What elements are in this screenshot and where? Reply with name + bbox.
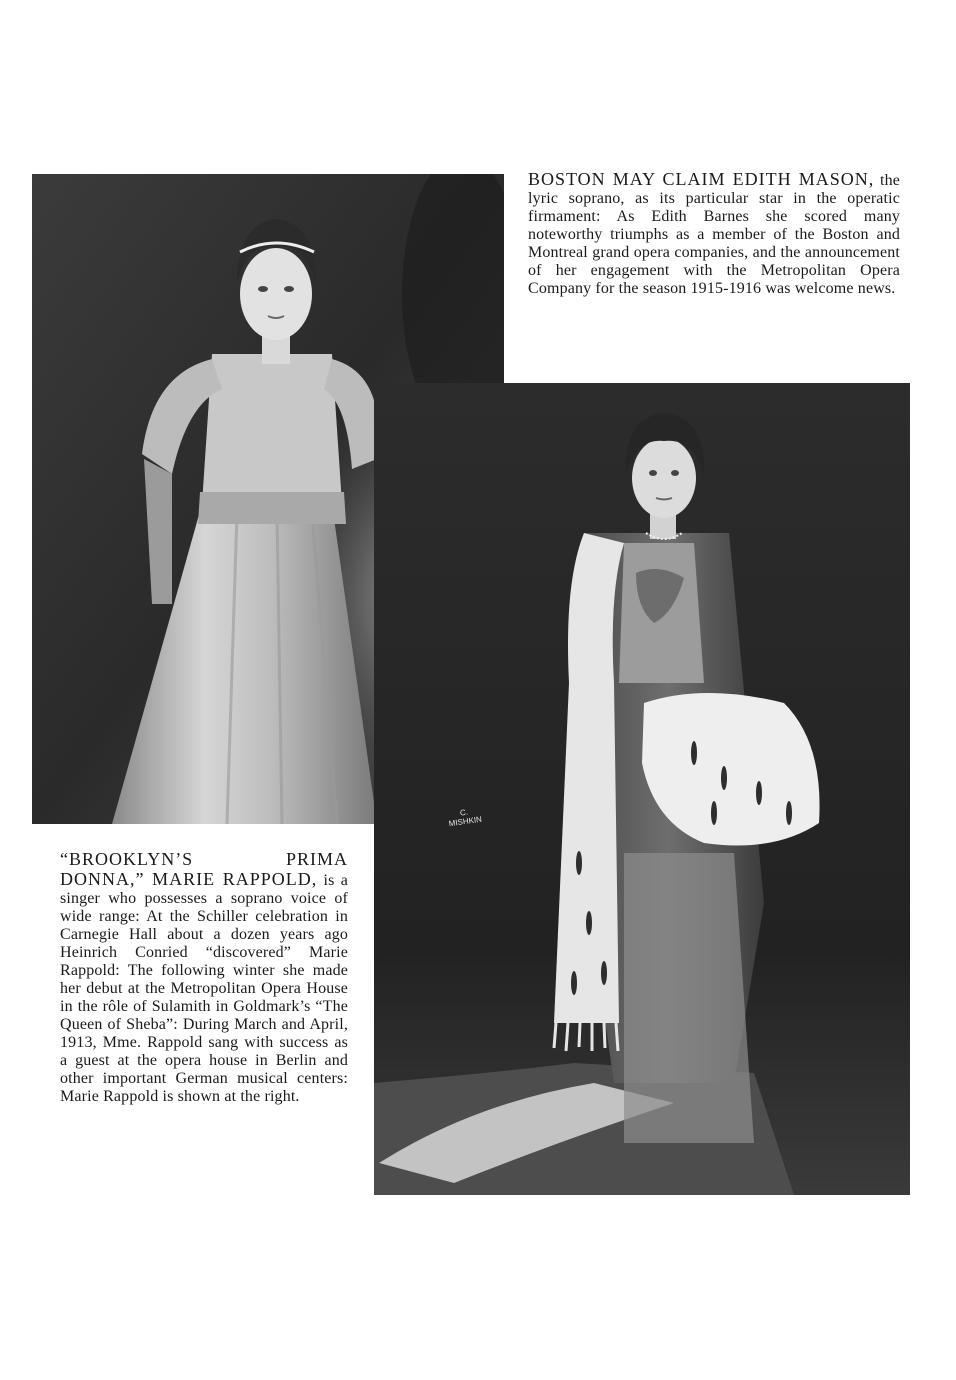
caption-top-lead: BOSTON MAY CLAIM EDITH MASON, — [528, 169, 875, 189]
caption-top-body: the lyric soprano, as its particular star in the operatic firmament: As Edith Barnes she scored many noteworthy triumphs as a member of the Boston and Montreal grand opera companies, and the announcement of her engagement with the Metropolitan Opera Company for the season 1915-1916 was welcome news. — [528, 172, 900, 297]
portrait-marie-rappold-image — [374, 383, 910, 1195]
credit-name: MISHKIN — [448, 814, 483, 829]
photo-marie-rappold — [374, 383, 910, 1195]
caption-bottom-lead: “BROOKLYN’S PRIMA DONNA,” MARIE RAPPOLD, — [60, 849, 348, 889]
caption-bottom-body: is a singer who possesses a soprano voice of wide range: At the Schiller celebration in Carnegie Hall about a dozen years ago Heinrich Conried “discovered” Marie Rappold: The following winter she made her debut at the Metropolitan Opera House in the rôle of Sulamith in Goldmark’s “The Queen of Sheba”: During March and April, 1913, Mme. Rappold sang with success as a guest at the opera house in Berlin and other important German musical centers: Marie Rappold is shown at the right. — [60, 872, 348, 1105]
credit-initial: C. — [459, 807, 469, 818]
caption-marie-rappold — [60, 850, 348, 1106]
caption-edith-mason — [528, 170, 900, 298]
